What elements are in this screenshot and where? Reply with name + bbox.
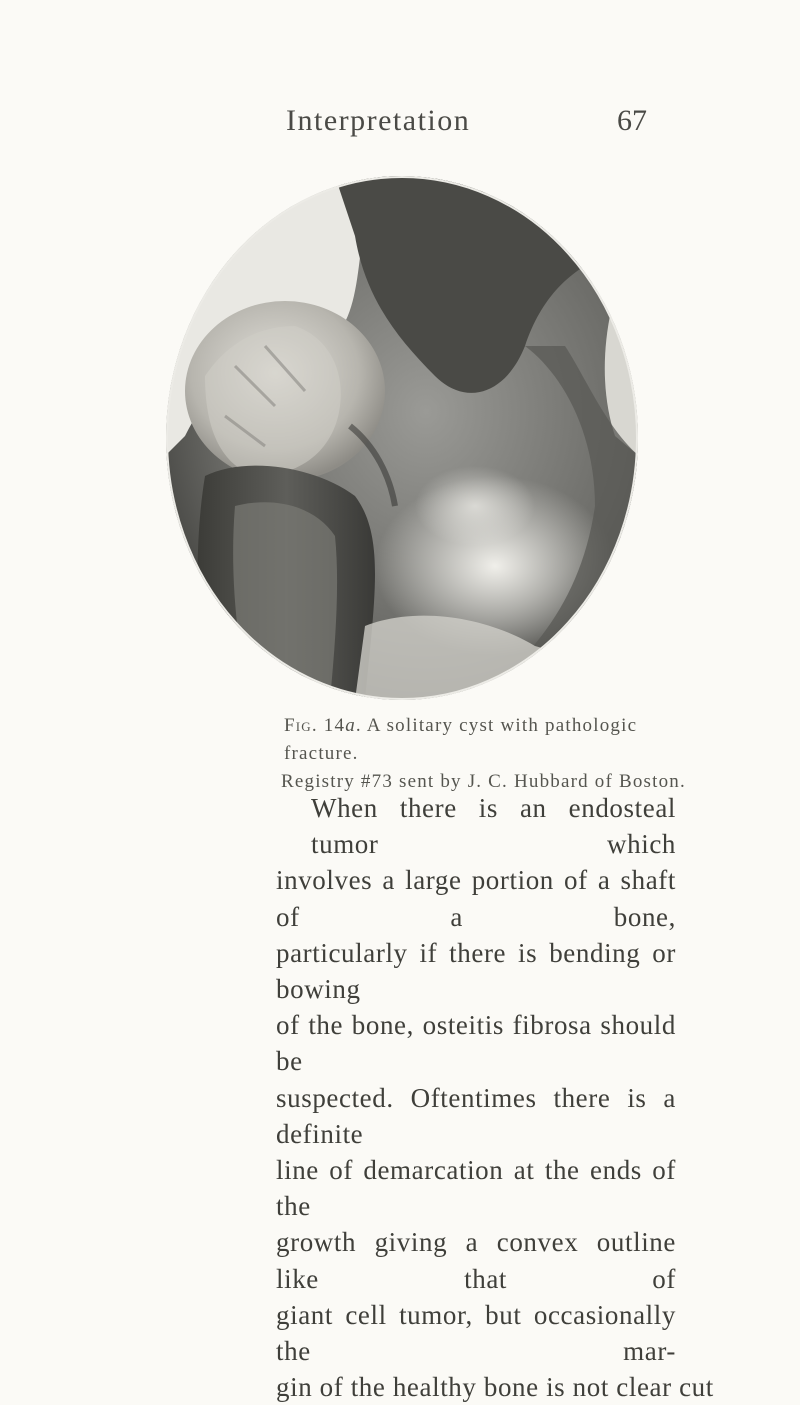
- body-line: growth giving a convex outline like that of: [276, 1227, 676, 1294]
- figure-suffix: a: [345, 715, 356, 736]
- caption-line-2: Registry #73 sent by J. C. Hubbard of Boston.: [281, 771, 686, 792]
- radiograph-figure: [165, 176, 639, 700]
- caption-text: . A solitary cyst with pathologic fracture.: [284, 715, 638, 764]
- body-line: gin of the healthy bone is not clear cut: [276, 1372, 714, 1403]
- figure-number: 14: [323, 715, 346, 736]
- body-line: When there is an endosteal tumor which: [311, 793, 676, 860]
- body-line: line of demarcation at the ends of the: [276, 1155, 676, 1222]
- body-paragraph: [276, 790, 714, 1405]
- figure-caption: [281, 712, 704, 796]
- page-number: 67: [617, 104, 647, 137]
- running-head: [0, 104, 800, 144]
- caption-line-1: [284, 715, 637, 764]
- body-line: giant cell tumor, but occasionally the mar-: [276, 1299, 676, 1367]
- running-title: Interpretation: [286, 104, 471, 137]
- body-line: involves a large portion of a shaft of a bone,: [276, 865, 676, 932]
- figure-label: Fig.: [284, 715, 318, 736]
- radiograph-image: [165, 176, 639, 700]
- body-line: suspected. Oftentimes there is a definite: [276, 1082, 676, 1149]
- body-line: of the bone, osteitis fibrosa should be: [276, 1010, 676, 1077]
- body-line: particularly if there is bending or bowing: [276, 937, 676, 1005]
